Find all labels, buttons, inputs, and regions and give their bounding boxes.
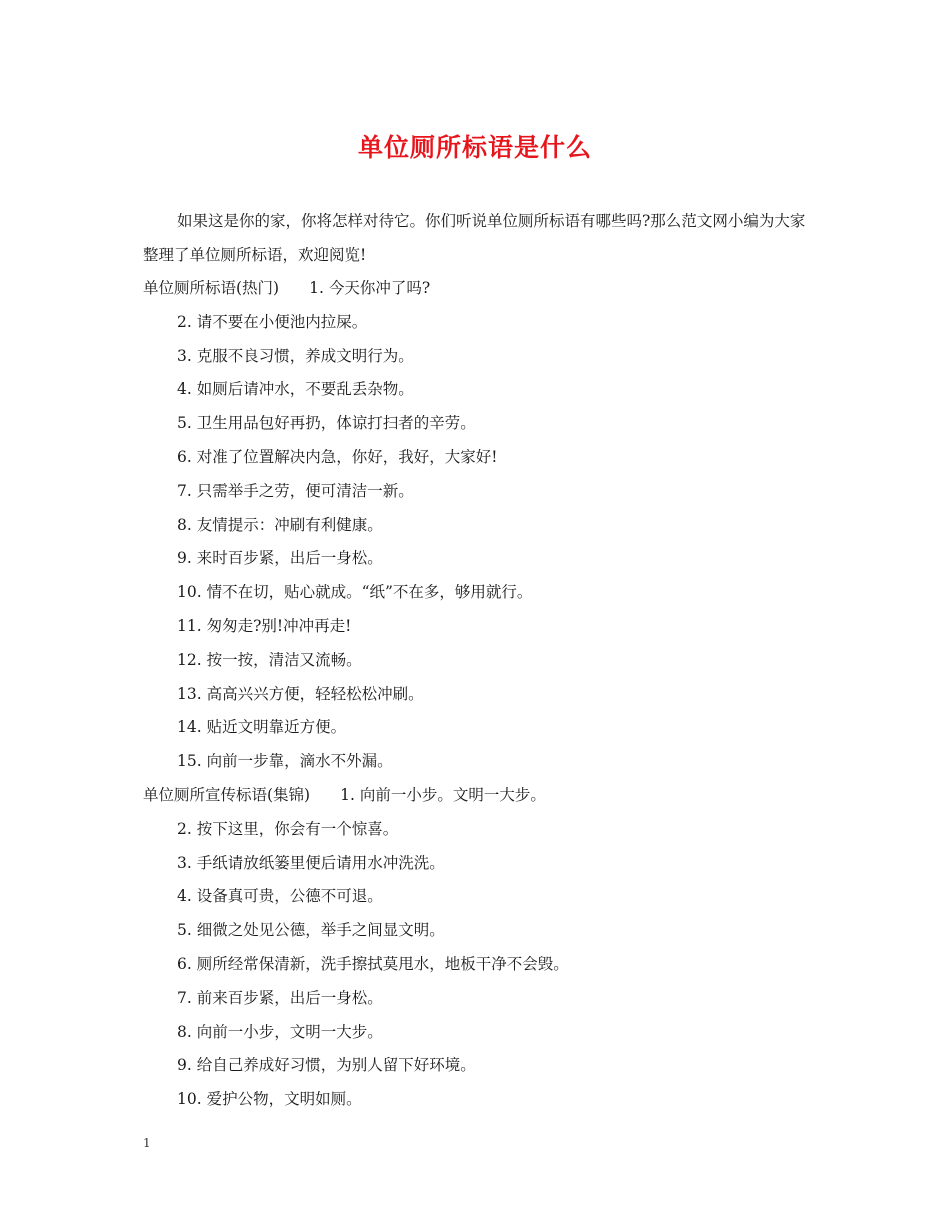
list-item: 2. 按下这里，你会有一个惊喜。 [177,819,399,838]
slogan-list [143,272,818,1117]
list-item: 8. 向前一小步，文明一大步。 [177,1022,383,1041]
list-item: 7. 前来百步紧，出后一身松。 [177,988,383,1007]
list-item: 6. 对准了位置解决内急，你好，我好，大家好! [177,447,498,466]
list-item: 6. 厕所经常保清新，洗手擦拭莫甩水，地板干净不会毁。 [177,954,569,973]
intro-text: 如果这是你的家，你将怎样对待它。你们听说单位厕所标语有哪些吗?那么范文网小编为大家整理了单位厕所标语，欢迎阅览! [143,212,806,264]
list-item: 7. 只需举手之劳，便可清洁一新。 [177,481,414,500]
list-item: 11. 匆匆走?别!冲冲再走! [177,616,352,635]
list-item: 14. 贴近文明靠近方便。 [177,718,347,737]
list-item: 4. 设备真可贵，公德不可退。 [177,887,383,906]
list-item: 3. 克服不良习惯，养成文明行为。 [177,346,414,365]
section-heading: 单位厕所宣传标语(集锦) [143,785,311,804]
section-heading: 单位厕所标语(热门) [143,279,280,297]
list-item: 13. 高高兴兴方便，轻轻松松冲刷。 [177,684,424,703]
list-item: 10. 爱护公物，文明如厕。 [177,1090,362,1109]
list-item: 1. 今天你冲了吗? [309,279,431,297]
list-item: 1. 向前一小步。文明一大步。 [340,785,546,804]
list-item: 8. 友情提示：冲刷有利健康。 [177,515,383,534]
list-item: 3. 手纸请放纸篓里便后请用水冲洗洗。 [177,853,445,872]
section-heading-row [143,272,818,306]
page-number: 1 [143,1136,151,1150]
list-item: 9. 来时百步紧，出后一身松。 [177,549,383,568]
list-item: 2. 请不要在小便池内拉屎。 [177,312,368,331]
page-title: 单位厕所标语是什么 [357,133,592,162]
list-item: 5. 卫生用品包好再扔，体谅打扫者的辛劳。 [177,414,476,433]
list-item: 12. 按一按，清洁又流畅。 [177,650,362,669]
list-item: 10. 情不在切，贴心就成。“纸”不在多，够用就行。 [177,583,533,602]
section-heading-row [143,779,818,813]
list-item: 5. 细微之处见公德，举手之间显文明。 [177,921,445,940]
list-item: 15. 向前一步靠，滴水不外漏。 [177,752,393,771]
list-item: 4. 如厕后请冲水，不要乱丢杂物。 [177,380,414,399]
intro-paragraph [143,204,818,272]
list-item: 9. 给自己养成好习惯，为别人留下好环境。 [177,1056,476,1075]
